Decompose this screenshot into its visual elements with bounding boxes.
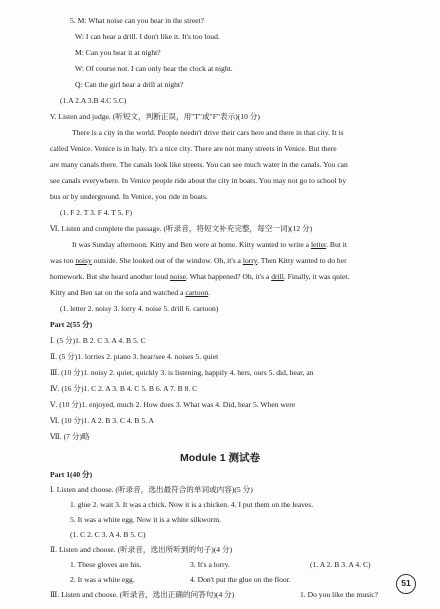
section-heading: Ⅱ. Listen and choose. (听录音，选出所听到的句子)(4 分) xyxy=(50,545,233,554)
answer-key: (1. C 2. C 3. A 4. B 5. C) xyxy=(70,530,146,539)
answer-line: Ⅶ. (7 分)略 xyxy=(50,432,90,441)
answer-key: (1. A 2. B 3. A 4. C) xyxy=(310,560,371,569)
answer-key: (1.A 2.A 3.B 4.C 5.C) xyxy=(60,96,127,105)
answer-key: (1. F 2. T 3. F 4. T 5. F) xyxy=(60,208,133,217)
passage-line: It was Sunday afternoon. Kitty and Ben were at home. Kitty wanted to write a letter. But it xyxy=(72,240,348,249)
script-line: 1. Do you like the music? xyxy=(300,590,379,599)
answer-line: Ⅵ. (10 分)1. A 2. B 3. C 4. B 5. A xyxy=(50,416,155,425)
paragraph-line: called Venice. Venice is in Italy. It's a nice city. There are not many streets in Venice. But there xyxy=(50,144,337,153)
answer-line: Ⅰ. (5 分)1. B 2. C 3. A 4. B 5. C xyxy=(50,336,146,345)
blank-answer: letter xyxy=(310,240,327,249)
part-heading: Part 2(55 分) xyxy=(50,320,93,329)
answer-line: Ⅳ. (16 分)1. C 2. A 3. B 4. C 5. B 6. A 7. B 8. C xyxy=(50,384,198,393)
answer-line: Ⅴ. (10 分)1. enjoyed, much 2. How does 3. What was 4. Did, hear 5. When were xyxy=(50,400,296,409)
script-line: 1. These gloves are his. xyxy=(70,560,142,569)
blank-answer: noise xyxy=(170,272,187,281)
module-title: Module 1 测试卷 xyxy=(180,452,260,464)
script-line: 4. Don't put the glue on the floor. xyxy=(190,575,291,584)
dialogue-line: 5. M: What noise can you hear in the street? xyxy=(70,16,204,25)
paragraph-line: see canals everywhere. In Venice people ride about the city in boats. You may not go to school by xyxy=(50,176,347,185)
blank-answer: noisy xyxy=(75,256,92,265)
paragraph-line: are many canals there. The canals look like streets. You can see much water in the canals. You can xyxy=(50,160,348,169)
blank-answer: drill xyxy=(271,272,284,281)
passage-line: homework. But she heard another loud noise. What happened? Oh, it's a drill. Finally, it was quiet. xyxy=(50,272,350,281)
section-heading: Ⅲ. Listen and choose. (听录音，选出正确的问答句)(4 分) xyxy=(50,590,235,599)
passage-line: Kitty and Ben sat on the sofa and watched a cartoon. xyxy=(50,288,211,297)
blank-answer: cartoon xyxy=(185,288,209,297)
page-number: 51 xyxy=(396,574,416,594)
script-line: 1. glue 2. wait 3. It was a chick. Now it is a chicken. 4. I put them on the leaves. xyxy=(70,500,314,509)
answer-key: (1. letter 2. noisy 3. lorry 4. noise 5. drill 6. cartoon) xyxy=(60,304,219,313)
script-line: 5. It was a white egg. Now it is a white silkworm. xyxy=(70,515,222,524)
part-heading: Part 1(40 分) xyxy=(50,470,93,479)
answer-line: Ⅲ. (10 分)1. noisy 2. quiet, quickly 3. is listening, happily 4. hers, ours 5. did, hear, an xyxy=(50,368,314,377)
section-heading: Ⅵ. Listen and complete the passage. (听录音，将短文补充完整，每空一词)(12 分) xyxy=(50,224,313,233)
answer-line: Ⅱ. (5 分)1. lorries 2. piano 3. hear/see 4. noises 5. quiet xyxy=(50,352,219,361)
section-heading: V. Listen and judge. (听短文，判断正误，用"T"或"F"表示)(10 分) xyxy=(50,112,260,121)
dialogue-line: W: I can hear a drill. I don't like it. It's too loud. xyxy=(75,32,220,41)
dialogue-line: M: Can you hear it at night? xyxy=(75,48,161,57)
section-heading: Ⅰ. Listen and choose. (听录音，选出最符合的单词或内容)(5 分) xyxy=(50,485,253,494)
dialogue-line: W: Of course not. I can only hear the clock at night. xyxy=(75,64,233,73)
script-line: 2. It was a white egg. xyxy=(70,575,135,584)
paragraph-line: bus or by underground. In Venice, you ride in boats. xyxy=(50,192,208,201)
script-line: 3. It's a lorry. xyxy=(190,560,230,569)
passage-line: was too noisy outside. She looked out of the window. Oh, it's a lorry. Then Kitty wanted to do her xyxy=(50,256,347,265)
dialogue-line: Q: Can the girl hear a drill at night? xyxy=(75,80,184,89)
paragraph-line: There is a city in the world. People needn't drive their cars here and there in that city. It is xyxy=(72,128,344,137)
blank-answer: lorry xyxy=(242,256,258,265)
